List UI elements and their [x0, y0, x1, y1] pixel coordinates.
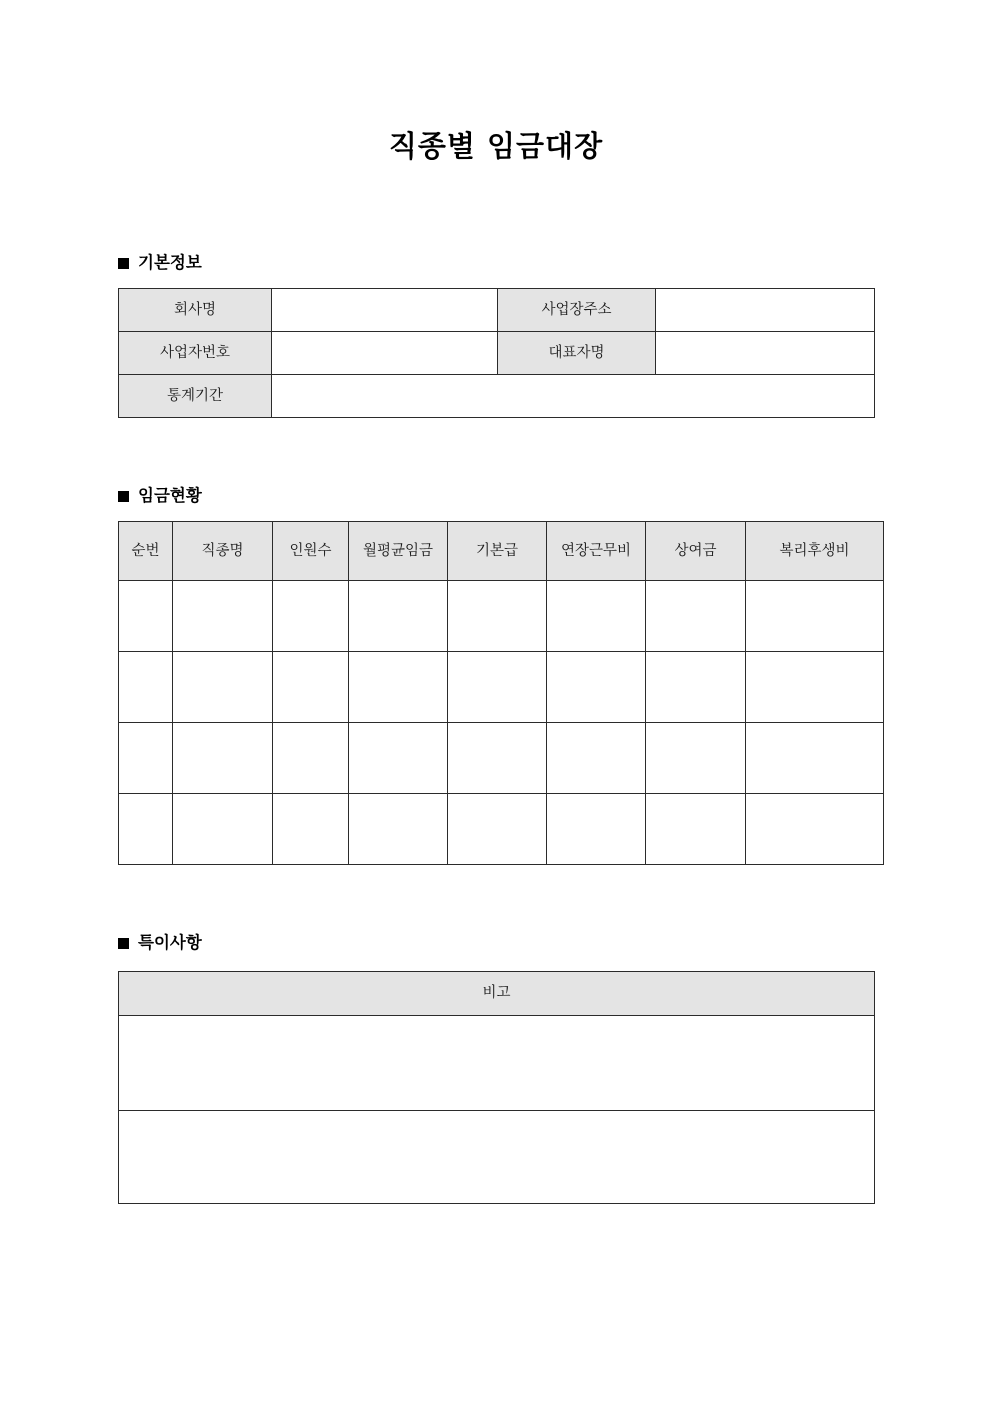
table-row [119, 794, 884, 865]
square-bullet-icon [118, 938, 129, 949]
special-notes-table [118, 971, 875, 1204]
cell-job-title[interactable] [173, 581, 273, 652]
cell-monthly-average-wage[interactable] [349, 652, 448, 723]
section-heading-label: 기본정보 [138, 253, 202, 272]
input-representative-name[interactable] [656, 332, 875, 375]
column-header-base-pay [448, 522, 547, 581]
cell-overtime-pay[interactable] [547, 581, 646, 652]
cell-monthly-average-wage[interactable] [349, 581, 448, 652]
column-header-label: 인원수 [289, 542, 332, 559]
table-row [119, 289, 875, 332]
cell-welfare-benefits[interactable] [746, 581, 884, 652]
cell-job-title[interactable] [173, 652, 273, 723]
cell-base-pay[interactable] [448, 794, 547, 865]
table-row [119, 1111, 875, 1204]
cell-bonus[interactable] [646, 581, 746, 652]
cell-base-pay[interactable] [448, 652, 547, 723]
cell-base-pay[interactable] [448, 581, 547, 652]
section-heading-label: 특이사항 [138, 933, 202, 952]
square-bullet-icon [118, 258, 129, 269]
cell-headcount[interactable] [273, 581, 349, 652]
section-heading-wage-status [118, 488, 202, 505]
cell-welfare-benefits[interactable] [746, 723, 884, 794]
table-row [119, 581, 884, 652]
cell-headcount[interactable] [273, 723, 349, 794]
label-business-number: 사업자번호 [119, 332, 272, 375]
input-company-name[interactable] [272, 289, 498, 332]
input-statistics-period[interactable] [272, 375, 875, 418]
cell-headcount[interactable] [273, 652, 349, 723]
cell-welfare-benefits[interactable] [746, 652, 884, 723]
cell-overtime-pay[interactable] [547, 652, 646, 723]
cell-monthly-average-wage[interactable] [349, 794, 448, 865]
cell-headcount[interactable] [273, 794, 349, 865]
table-row [119, 723, 884, 794]
column-header-label: 월평균임금 [362, 542, 434, 559]
label-company-name: 회사명 [119, 289, 272, 332]
basic-info-table [118, 288, 875, 418]
input-workplace-address[interactable] [656, 289, 875, 332]
table-row [119, 1016, 875, 1111]
table-header-row [119, 972, 875, 1016]
column-header-welfare-benefits [746, 522, 884, 581]
label-workplace-address: 사업장주소 [498, 289, 656, 332]
column-header-headcount [273, 522, 349, 581]
input-remarks-2[interactable] [119, 1111, 875, 1204]
column-header-label: 상여금 [674, 542, 717, 559]
square-bullet-icon [118, 491, 129, 502]
cell-overtime-pay[interactable] [547, 723, 646, 794]
cell-bonus[interactable] [646, 723, 746, 794]
cell-bonus[interactable] [646, 652, 746, 723]
column-header-remarks: 비고 [119, 972, 875, 1016]
cell-base-pay[interactable] [448, 723, 547, 794]
input-remarks-1[interactable] [119, 1016, 875, 1111]
table-row [119, 652, 884, 723]
label-statistics-period: 통계기간 [119, 375, 272, 418]
column-header-label: 기본급 [475, 542, 519, 559]
cell-sequence[interactable] [119, 652, 173, 723]
table-row [119, 375, 875, 418]
section-heading-label: 임금현황 [138, 486, 202, 505]
table-header-row [119, 522, 884, 581]
cell-overtime-pay[interactable] [547, 794, 646, 865]
cell-job-title[interactable] [173, 794, 273, 865]
wage-status-table [118, 521, 884, 865]
column-header-label: 직종명 [201, 542, 244, 559]
label-representative-name: 대표자명 [498, 332, 656, 375]
cell-sequence[interactable] [119, 581, 173, 652]
cell-sequence[interactable] [119, 723, 173, 794]
page-title: 직종별 임금대장 [388, 129, 604, 163]
column-header-monthly-average-wage [349, 522, 448, 581]
section-heading-special-notes [118, 935, 202, 952]
cell-welfare-benefits[interactable] [746, 794, 884, 865]
section-heading-basic-info [118, 255, 202, 272]
column-header-bonus [646, 522, 746, 581]
input-business-number[interactable] [272, 332, 498, 375]
column-header-label: 순번 [131, 542, 160, 559]
cell-job-title[interactable] [173, 723, 273, 794]
cell-bonus[interactable] [646, 794, 746, 865]
table-row [119, 332, 875, 375]
column-header-sequence [119, 522, 173, 581]
cell-sequence[interactable] [119, 794, 173, 865]
column-header-label: 연장근무비 [560, 542, 632, 559]
cell-monthly-average-wage[interactable] [349, 723, 448, 794]
column-header-overtime-pay [547, 522, 646, 581]
column-header-job-title [173, 522, 273, 581]
column-header-label: 복리후생비 [779, 542, 850, 559]
